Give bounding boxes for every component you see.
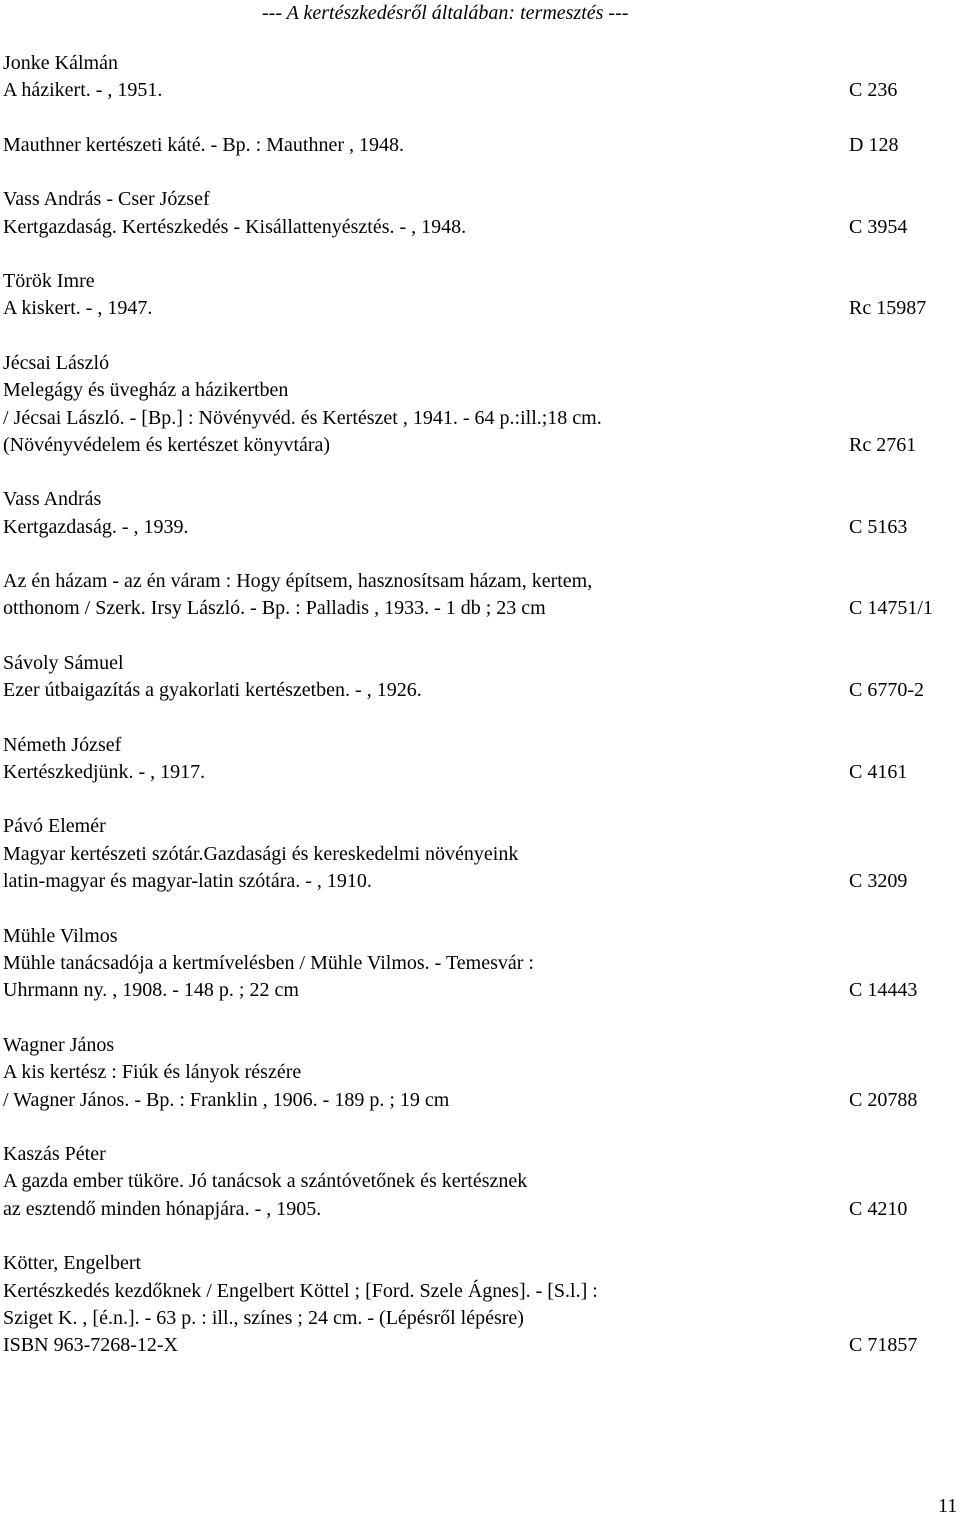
entry-line bbox=[3, 1332, 953, 1359]
entry-line bbox=[3, 186, 953, 213]
entry-line bbox=[3, 813, 953, 840]
entry-text: / Jécsai László. - [Bp.] : Növényvéd. és Kertészet , 1941. - 64 p.:ill.;18 cm. bbox=[3, 406, 602, 429]
entry-line bbox=[3, 1168, 953, 1195]
entry-line bbox=[3, 50, 953, 77]
entry-line bbox=[3, 268, 953, 295]
entry-line bbox=[3, 350, 953, 377]
bibliography-entry bbox=[3, 186, 953, 241]
call-number: C 3209 bbox=[849, 870, 908, 893]
entry-line bbox=[3, 486, 953, 513]
entry-line bbox=[3, 214, 953, 241]
entry-text: otthonom / Szerk. Irsy László. - Bp. : Palladis , 1933. - 1 db ; 23 cm bbox=[3, 597, 546, 620]
entry-text: Kertészkedés kezdőknek / Engelbert Köttel ; [Ford. Szele Ágnes]. - [S.l.] : bbox=[3, 1279, 598, 1302]
call-number: Rc 2761 bbox=[849, 433, 917, 456]
entry-line bbox=[3, 568, 953, 595]
entry-text: Vass András - Cser József bbox=[3, 188, 210, 211]
entry-line bbox=[3, 432, 953, 459]
entry-text: Magyar kertészeti szótár.Gazdasági és kereskedelmi növényeink bbox=[3, 842, 519, 865]
call-number: C 71857 bbox=[849, 1334, 918, 1357]
entry-line bbox=[3, 977, 953, 1004]
entry-text: Sziget K. , [é.n.]. - 63 p. : ill., színes ; 24 cm. - (Lépésről lépésre) bbox=[3, 1306, 524, 1329]
page-number: 11 bbox=[938, 1495, 958, 1517]
entry-line bbox=[3, 1087, 953, 1114]
call-number: C 6770-2 bbox=[849, 679, 924, 702]
entry-line bbox=[3, 841, 953, 868]
entry-line bbox=[3, 923, 953, 950]
entry-text: Uhrmann ny. , 1908. - 148 p. ; 22 cm bbox=[3, 979, 299, 1002]
entry-text: A házikert. - , 1951. bbox=[3, 79, 163, 102]
entry-text: Vass András bbox=[3, 488, 102, 511]
entry-text: ISBN 963-7268-12-X bbox=[3, 1334, 178, 1357]
entry-text: A gazda ember tüköre. Jó tanácsok a szántóvetőnek és kertésznek bbox=[3, 1170, 528, 1193]
bibliography-entry bbox=[3, 568, 953, 623]
entry-line bbox=[3, 1250, 953, 1277]
entry-line bbox=[3, 595, 953, 622]
entry-text: Török Imre bbox=[3, 269, 95, 292]
entry-text: Kertészkedjünk. - , 1917. bbox=[3, 761, 206, 784]
entry-line bbox=[3, 132, 953, 159]
call-number: C 14751/1 bbox=[849, 597, 933, 620]
entry-text: Németh József bbox=[3, 733, 122, 756]
entry-line bbox=[3, 868, 953, 895]
entry-text: Mühle Vilmos bbox=[3, 924, 118, 947]
entry-line bbox=[3, 1141, 953, 1168]
bibliography-entry bbox=[3, 1032, 953, 1114]
entry-text: Melegágy és üvegház a házikertben bbox=[3, 379, 289, 402]
bibliography-entry bbox=[3, 350, 953, 460]
bibliography-list bbox=[3, 50, 953, 1387]
entry-text: Wagner János bbox=[3, 1033, 115, 1056]
entry-text: Sávoly Sámuel bbox=[3, 651, 124, 674]
bibliography-entry bbox=[3, 268, 953, 323]
entry-text: Pávó Elemér bbox=[3, 815, 106, 838]
entry-line bbox=[3, 1032, 953, 1059]
entry-text: Kertgazdaság. Kertészkedés - Kisállattenyésztés. - , 1948. bbox=[3, 215, 467, 238]
entry-text: Kaszás Péter bbox=[3, 1142, 106, 1165]
entry-text: A kiskert. - , 1947. bbox=[3, 297, 153, 320]
bibliography-entry bbox=[3, 650, 953, 705]
entry-line bbox=[3, 1196, 953, 1223]
entry-text: Mühle tanácsadója a kertmívelésben / Mühle Vilmos. - Temesvár : bbox=[3, 951, 534, 974]
entry-text: A kis kertész : Fiúk és lányok részére bbox=[3, 1061, 302, 1084]
call-number: C 5163 bbox=[849, 515, 908, 538]
entry-text: (Növényvédelem és kertészet könyvtára) bbox=[3, 433, 331, 456]
entry-line bbox=[3, 514, 953, 541]
call-number: C 3954 bbox=[849, 215, 908, 238]
entry-text: Jécsai László bbox=[3, 351, 110, 374]
entry-line bbox=[3, 377, 953, 404]
entry-line bbox=[3, 650, 953, 677]
bibliography-entry bbox=[3, 50, 953, 105]
bibliography-entry bbox=[3, 1250, 953, 1360]
call-number: C 4161 bbox=[849, 761, 908, 784]
bibliography-entry bbox=[3, 486, 953, 541]
entry-line bbox=[3, 732, 953, 759]
entry-line bbox=[3, 1305, 953, 1332]
entry-text: Jonke Kálmán bbox=[3, 52, 118, 74]
bibliography-entry bbox=[3, 1141, 953, 1223]
running-header: --- A kertészkedésről általában: termesztés --- bbox=[262, 2, 629, 24]
entry-text: az esztendő minden hónapjára. - , 1905. bbox=[3, 1197, 322, 1220]
entry-text: Ezer útbaigazítás a gyakorlati kertészetben. - , 1926. bbox=[3, 679, 422, 702]
call-number: C 20788 bbox=[849, 1088, 918, 1111]
bibliography-entry bbox=[3, 813, 953, 895]
entry-text: Kötter, Engelbert bbox=[3, 1252, 142, 1275]
entry-text: Mauthner kertészeti káté. - Bp. : Mauthner , 1948. bbox=[3, 133, 404, 156]
entry-text: latin-magyar és magyar-latin szótára. - , 1910. bbox=[3, 870, 372, 893]
call-number: C 236 bbox=[849, 79, 898, 102]
bibliography-entry bbox=[3, 732, 953, 787]
entry-line bbox=[3, 1059, 953, 1086]
entry-line bbox=[3, 77, 953, 104]
entry-line bbox=[3, 677, 953, 704]
entry-text: / Wagner János. - Bp. : Franklin , 1906. - 189 p. ; 19 cm bbox=[3, 1088, 450, 1111]
entry-line bbox=[3, 1278, 953, 1305]
bibliography-entry bbox=[3, 132, 953, 159]
entry-text: Kertgazdaság. - , 1939. bbox=[3, 515, 189, 538]
entry-line bbox=[3, 950, 953, 977]
call-number: Rc 15987 bbox=[849, 297, 927, 320]
call-number: D 128 bbox=[849, 133, 899, 156]
entry-line bbox=[3, 405, 953, 432]
call-number: C 4210 bbox=[849, 1197, 908, 1220]
entry-line bbox=[3, 759, 953, 786]
bibliography-entry bbox=[3, 923, 953, 1005]
call-number: C 14443 bbox=[849, 979, 918, 1002]
entry-text: Az én házam - az én váram : Hogy építsem, hasznosítsam házam, kertem, bbox=[3, 570, 593, 593]
entry-line bbox=[3, 295, 953, 322]
